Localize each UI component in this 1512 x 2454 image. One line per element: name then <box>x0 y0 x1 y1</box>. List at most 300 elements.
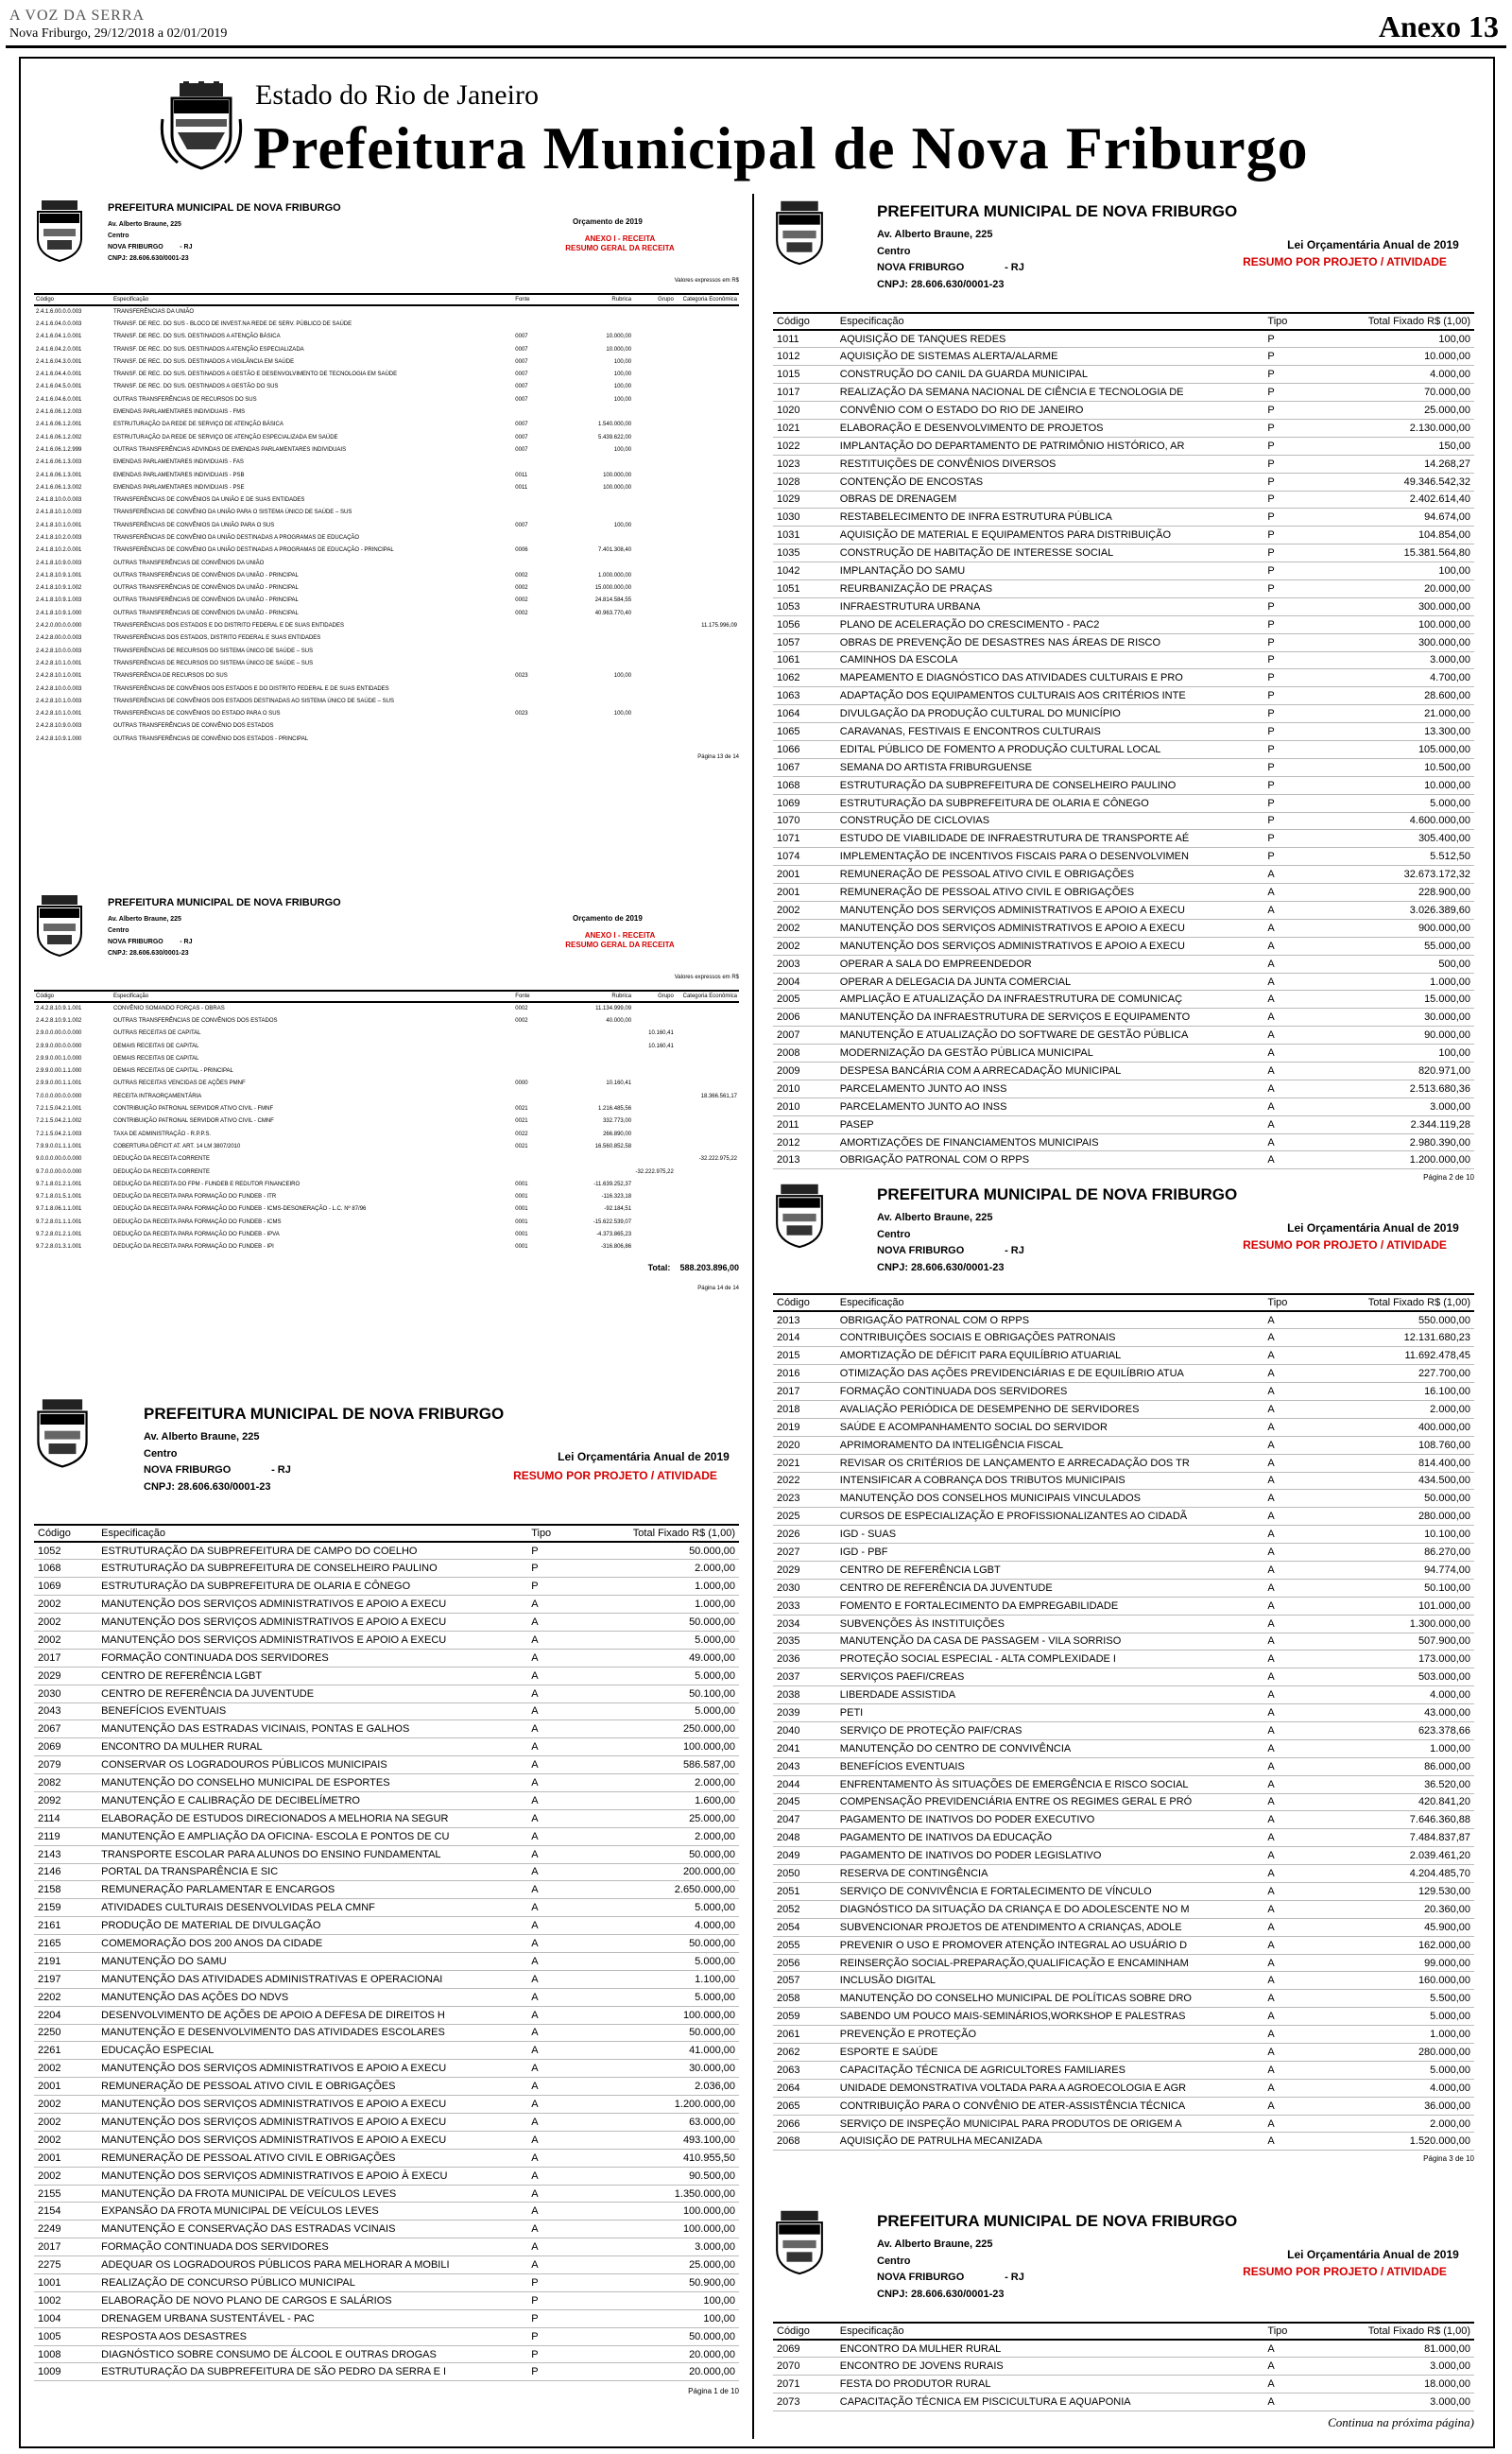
table-cell: 5.000,00 <box>695 1705 735 1718</box>
table-cell: 1067 <box>777 761 800 773</box>
table-cell: 814.400,00 <box>1418 1457 1470 1469</box>
table-cell <box>633 318 676 330</box>
table-row <box>34 2203 739 2221</box>
table-cell: P <box>1267 547 1275 560</box>
org-address: Av. Alberto Braune, 225 Centro NOVA FRIBURGO - RJ CNPJ: 28.606.630/0001-23 <box>877 2238 1024 2300</box>
table-cell: 9.7.0.0.00.0.0.000 <box>36 1168 82 1175</box>
table-row <box>34 1988 739 2006</box>
org-name: PREFEITURA MUNICIPAL DE NOVA FRIBURGO <box>877 1185 1238 1203</box>
table-cell: 1.216.485,56 <box>598 1106 632 1113</box>
table-cell: 2050 <box>777 1868 800 1880</box>
table-cell: A <box>1267 1868 1275 1880</box>
table-row <box>773 1045 1474 1063</box>
table-cell <box>563 1028 634 1040</box>
table-row <box>773 705 1474 723</box>
table-cell <box>633 1102 676 1115</box>
table-cell: 100,00 <box>703 2312 735 2324</box>
table-row <box>773 1579 1474 1597</box>
table-cell: 400.000,00 <box>1418 1421 1470 1433</box>
table-cell: INFRAESTRUTURA URBANA <box>839 600 981 613</box>
table-cell: IMPLANTAÇÃO DO DEPARTAMENTO DE PATRIMÔNIO HISTÓRICO, AR <box>839 440 1185 452</box>
project-sheet-page-4 <box>773 2208 1474 2430</box>
table-cell <box>513 531 562 544</box>
revenue-sheet-page-14 <box>34 893 739 1291</box>
table-cell: A <box>1267 1903 1275 1915</box>
table-cell: A <box>1267 1617 1275 1630</box>
table-cell: 7.401.308,40 <box>598 547 632 554</box>
table-cell <box>633 419 676 431</box>
table-cell: 2002 <box>777 940 800 952</box>
table-cell: A <box>1267 1439 1275 1451</box>
table-row <box>773 1063 1474 1080</box>
table-row <box>34 607 739 619</box>
column-header: Total Fixado R$ (1,00) <box>570 1525 739 1542</box>
table-cell: 1042 <box>777 565 800 578</box>
table-cell <box>676 720 739 733</box>
table-cell: 2.4.2.8.10.1.0.001 <box>36 711 82 717</box>
table-row <box>773 1829 1474 1847</box>
table-cell: 4.600.000,00 <box>1409 815 1470 827</box>
table-cell <box>513 1153 562 1166</box>
table-row <box>773 1990 1474 2008</box>
table-cell: A <box>531 1759 539 1771</box>
table-cell <box>676 305 739 318</box>
column-header: Especificação <box>112 294 513 305</box>
table-cell: 2063 <box>777 2064 800 2076</box>
table-cell: 410.955,50 <box>682 2152 735 2164</box>
table-row <box>773 402 1474 420</box>
table-cell: A <box>531 1973 539 1985</box>
table-cell: CONTRIBUIÇÃO PARA O CONVÊNIO DE ATER-ASSISTÊNCIA TÉCNICA <box>839 2100 1186 2112</box>
table-cell: 10.000,00 <box>606 346 632 353</box>
table-cell: 2.130.000,00 <box>1409 422 1470 434</box>
table-cell <box>633 431 676 443</box>
table-cell: TRANSFERÊNCIAS DOS ESTADOS, DISTRITO FEDERAL E SUAS ENTIDADES <box>113 635 321 642</box>
table-cell: 0007 <box>515 522 528 528</box>
table-cell <box>633 683 676 695</box>
table-cell <box>676 443 739 456</box>
table-cell: 100,00 <box>613 446 632 453</box>
table-cell: 5.000,00 <box>695 1669 735 1682</box>
column-header: Total Fixado R$ (1,00) <box>1306 2323 1474 2340</box>
table-cell: MANUTENÇÃO DO CONSELHO MUNICIPAL DE POLÍTICAS SOBRE DRO <box>839 1993 1192 2005</box>
table-cell: 2047 <box>777 1814 800 1826</box>
page-footer: Página 14 de 14 <box>697 1285 739 1291</box>
table-cell: 2017 <box>38 1651 61 1664</box>
table-cell: P <box>1267 654 1275 666</box>
table-cell: 86.270,00 <box>1424 1547 1470 1559</box>
table-cell <box>513 457 562 469</box>
table-cell <box>676 1190 739 1202</box>
table-cell: OUTRAS TRANSFERÊNCIAS DE CONVÊNIO DOS ESTADOS - PRINCIPAL <box>113 735 309 742</box>
table-cell: FORMAÇÃO CONTINUADA DOS SERVIDORES <box>101 1651 329 1664</box>
table-cell: A <box>1267 1778 1275 1790</box>
table-row <box>34 355 739 368</box>
table-cell <box>633 507 676 519</box>
table-cell: 2.4.1.6.06.1.2.003 <box>36 409 82 416</box>
table-cell <box>633 355 676 368</box>
table-cell: A <box>531 2223 539 2236</box>
table-row <box>34 381 739 393</box>
table-cell: 2204 <box>38 2009 61 2021</box>
table-cell: 1061 <box>777 654 800 666</box>
table-cell: TRANSFERÊNCIAS DOS ESTADOS E DO DISTRITO FEDERAL E DE SUAS ENTIDADES <box>113 623 344 630</box>
table-cell: A <box>1267 1796 1275 1808</box>
table-cell: 1004 <box>38 2312 61 2324</box>
table-cell <box>633 733 676 745</box>
table-cell: A <box>1267 1975 1275 1987</box>
table-row <box>34 393 739 406</box>
table-cell: P <box>1267 387 1275 399</box>
table-cell: A <box>1267 1118 1275 1131</box>
table-cell: P <box>1267 833 1275 845</box>
table-row <box>34 2309 739 2327</box>
table-cell: MANUTENÇÃO E AMPLIAÇÃO DA OFICINA- ESCOLA E PONTOS DE CU <box>101 1830 450 1842</box>
table-cell: 150,00 <box>1438 440 1470 452</box>
table-cell: 55.000,00 <box>1424 940 1470 952</box>
table-cell: 2.4.1.8.10.9.0.003 <box>36 560 82 566</box>
table-cell: 2.4.1.8.10.1.0.003 <box>36 510 82 516</box>
table-row <box>34 406 739 418</box>
table-row <box>773 1615 1474 1633</box>
table-cell: 25.000,00 <box>689 2259 735 2272</box>
table-cell: 227.700,00 <box>1418 1368 1470 1380</box>
table-row <box>34 2114 739 2132</box>
table-cell: A <box>1267 2396 1275 2409</box>
table-cell: 2034 <box>777 1617 800 1630</box>
table-cell: 1017 <box>777 387 800 399</box>
table-cell: A <box>1267 2117 1275 2130</box>
table-row <box>773 1526 1474 1544</box>
table-cell: 104.854,00 <box>1418 529 1470 542</box>
org-address: Av. Alberto Braune, 225 Centro NOVA FRIBURGO - RJ CNPJ: 28.606.630/0001-23 <box>877 1212 1024 1273</box>
table-cell <box>633 1228 676 1240</box>
table-cell: A <box>1267 1457 1275 1469</box>
table-cell: 1012 <box>777 351 800 363</box>
table-cell: 100,00 <box>703 2294 735 2307</box>
table-cell <box>513 645 562 657</box>
table-cell <box>633 331 676 343</box>
table-cell: 2261 <box>38 2045 61 2057</box>
table-cell: DEDUÇÃO DA RECEITA PARA FORMAÇÃO DO FUNDEB - ITR <box>113 1194 277 1201</box>
table-cell: DEMAIS RECEITAS DE CAPITAL - PRINCIPAL <box>113 1068 233 1075</box>
table-row <box>34 318 739 330</box>
table-cell: TRANSFERÊNCIAS DE RECURSOS DO SISTEMA ÚNICO DE SAÚDE – SUS <box>113 660 314 666</box>
table-cell: TRANSFERÊNCIAS DE CONVÊNIOS DOS ESTADOS DESTINADAS AO SISTEMA ÚNICO DE SAÚDE – SUS <box>113 698 394 704</box>
table-cell <box>633 457 676 469</box>
table-cell: P <box>1267 493 1275 506</box>
table-row <box>34 1090 739 1102</box>
table-cell: ESTRUTURAÇÃO DA SUBPREFEITURA DE CONSELHEIRO PAULINO <box>839 779 1177 791</box>
table-cell: 2043 <box>38 1705 61 1718</box>
table-row <box>34 2345 739 2363</box>
table-cell: 5.512,50 <box>1430 851 1470 863</box>
table-cell: 1.350.000,00 <box>674 2187 735 2200</box>
table-cell: P <box>1267 779 1275 791</box>
table-row <box>773 955 1474 973</box>
table-cell: 2027 <box>777 1547 800 1559</box>
table-cell: 200.000,00 <box>682 1866 735 1878</box>
table-cell: -92.184,51 <box>604 1206 632 1213</box>
table-cell: 1021 <box>777 422 800 434</box>
table-cell <box>633 708 676 720</box>
table-row <box>34 1596 739 1614</box>
budget-law: Lei Orçamentária Anual de 2019 <box>1287 238 1459 251</box>
table-row <box>34 2060 739 2078</box>
table-cell <box>676 493 739 506</box>
table-row <box>34 2096 739 2114</box>
table-cell: OPERAR A SALA DO EMPREENDEDOR <box>839 958 1032 970</box>
table-cell: MAPEAMENTO E DIAGNÓSTICO DAS ATIVIDADES CULTURAIS E PRO <box>839 672 1183 684</box>
table-header-row <box>34 294 739 305</box>
table-cell: 1.300.000,00 <box>1409 1617 1470 1630</box>
table-row <box>773 2061 1474 2079</box>
table-cell: 1.600,00 <box>695 1794 735 1806</box>
table-cell: OUTRAS TRANSFERÊNCIAS DE CONVÊNIOS DA UNIÃO - PRINCIPAL <box>113 572 299 579</box>
table-cell: 0023 <box>515 711 528 717</box>
table-cell: 15.000.000,00 <box>594 585 632 592</box>
table-cell: A <box>1267 1564 1275 1576</box>
table-row <box>773 1311 1474 1329</box>
table-row <box>34 2006 739 2024</box>
table-row <box>34 1774 739 1792</box>
table-cell: 1053 <box>777 600 800 613</box>
table-cell <box>633 1064 676 1077</box>
revenue-sheet-page-13 <box>34 199 739 760</box>
revenue-table <box>34 990 739 1253</box>
table-cell: TRANSF. DE REC. DO SUS. DESTINADOS A GESTÃO DO SUS <box>113 384 279 390</box>
table-cell: TRANSFERÊNCIAS DE CONVÊNIOS DOS ESTADOS E DO DISTRITO FEDERAL E DE SUAS ENTIDADES <box>113 685 389 692</box>
table-cell: 4.204.485,70 <box>1409 1868 1470 1880</box>
table-row <box>34 1203 739 1216</box>
table-cell <box>633 443 676 456</box>
table-cell: 2003 <box>777 958 800 970</box>
table-row <box>773 2394 1474 2411</box>
table-cell: MANUTENÇÃO DOS SERVIÇOS ADMINISTRATIVOS E APOIO A EXECU <box>101 1599 447 1611</box>
table-cell: 30.000,00 <box>689 2063 735 2075</box>
table-cell: P <box>1267 815 1275 827</box>
revenue-total: Total: 588.203.896,00 <box>647 1262 739 1272</box>
table-cell: 0021 <box>515 1143 528 1149</box>
continued-note: Continua na próxima página) <box>1328 2415 1474 2430</box>
table-cell: 2023 <box>777 1493 800 1505</box>
table-cell: DESENVOLVIMENTO DE AÇÕES DE APOIO A DEFESA DE DIREITOS H <box>101 2009 445 2021</box>
table-cell <box>633 1216 676 1228</box>
table-cell: 4.000,00 <box>1430 369 1470 381</box>
table-cell: 100,00 <box>613 522 632 528</box>
table-cell: 0002 <box>515 597 528 604</box>
table-header-row <box>773 2323 1474 2340</box>
table-cell: OUTRAS TRANSFERÊNCIAS DE CONVÊNIOS DOS ESTADOS <box>113 1017 278 1024</box>
table-cell: OPERAR A DELEGACIA DA JUNTA COMERCIAL <box>839 976 1072 988</box>
table-cell: 1.000,00 <box>1430 976 1470 988</box>
table-cell: EMENDAS PARLAMENTARES INDIVIDUAIS - FMS <box>113 409 246 416</box>
table-cell: PORTAL DA TRANSPARÊNCIA E SIC <box>101 1866 279 1878</box>
table-cell: 5.000,00 <box>695 1902 735 1914</box>
table-cell: A <box>531 1830 539 1842</box>
table-cell: OUTRAS RECEITAS DE CAPITAL <box>113 1030 201 1037</box>
table-cell: 2061 <box>777 2029 800 2041</box>
table-cell: 1.200.000,00 <box>674 2099 735 2111</box>
table-row <box>773 509 1474 527</box>
table-cell <box>676 1115 739 1128</box>
table-cell: 101.000,00 <box>1418 1599 1470 1612</box>
table-cell <box>633 343 676 355</box>
table-cell: P <box>1267 708 1275 720</box>
table-cell: OUTRAS TRANSFERÊNCIAS DE CONVÊNIO DOS ESTADOS <box>113 723 274 730</box>
table-cell: 3.026.389,60 <box>1409 904 1470 916</box>
table-row <box>773 1721 1474 1739</box>
table-cell <box>633 607 676 619</box>
table-cell: TRANSF. DE REC. DO SUS - BLOCO DE INVEST.NA REDE DE SERV. PÚBLICO DE SAÚDE <box>113 320 352 327</box>
table-cell: 49.346.542,32 <box>1403 475 1470 488</box>
table-cell: CAPACITAÇÃO TÉCNICA EM PISCICULTURA E AQUAPONIA <box>839 2396 1131 2409</box>
table-cell <box>676 645 739 657</box>
table-cell: 1074 <box>777 851 800 863</box>
table-row <box>773 1080 1474 1097</box>
table-cell: A <box>1267 1581 1275 1594</box>
table-cell <box>676 1241 739 1253</box>
table-cell: REMUNERAÇÃO DE PESSOAL ATIVO CIVIL E OBRIGAÇÕES <box>101 2081 396 2093</box>
table-cell: 2030 <box>38 1687 61 1700</box>
table-cell: A <box>531 1599 539 1611</box>
table-cell: 1068 <box>38 1563 61 1575</box>
table-cell: 2006 <box>777 1011 800 1024</box>
table-cell: 2001 <box>777 887 800 899</box>
table-row <box>773 597 1474 615</box>
table-cell <box>633 544 676 557</box>
table-cell: 162.000,00 <box>1418 1939 1470 1951</box>
table-cell <box>513 1166 562 1178</box>
table-row <box>34 519 739 531</box>
table-cell: A <box>531 1991 539 2003</box>
table-row <box>34 1935 739 1953</box>
table-cell: 2.4.1.8.10.9.1.001 <box>36 572 82 579</box>
table-cell: 100,00 <box>1438 565 1470 578</box>
table-cell: 108.760,00 <box>1418 1439 1470 1451</box>
table-cell: 18.000,00 <box>1424 2378 1470 2391</box>
table-cell: RECEITA INTRAORÇAMENTÁRIA <box>113 1093 202 1099</box>
table-cell: IMPLEMENTAÇÃO DE INCENTIVOS FISCAIS PARA O DESENVOLVIMEN <box>839 851 1189 863</box>
table-cell: 1.000,00 <box>1430 1742 1470 1754</box>
table-row <box>773 1650 1474 1668</box>
table-cell: OBRIGAÇÃO PATRONAL COM O RPPS <box>839 1314 1030 1326</box>
table-row <box>34 1241 739 1253</box>
table-row <box>34 708 739 720</box>
table-cell: 1030 <box>777 511 800 524</box>
table-cell: CENTRO DE REFERÊNCIA DA JUVENTUDE <box>101 1687 315 1700</box>
table-cell <box>676 419 739 431</box>
table-cell: DEDUÇÃO DA RECEITA PARA FORMAÇÃO DO FUNDEB - ICMS <box>113 1218 282 1225</box>
table-cell: 1.000,00 <box>695 1581 735 1593</box>
revenue-table <box>34 293 739 745</box>
table-cell: 7.2.1.5.04.2.1.003 <box>36 1131 82 1137</box>
table-cell: 1065 <box>777 726 800 738</box>
table-cell: 2066 <box>777 2117 800 2130</box>
table-cell: A <box>1267 1724 1275 1737</box>
municipal-crest-icon <box>773 2210 826 2276</box>
table-cell: 1011 <box>777 333 799 345</box>
table-row <box>34 1685 739 1702</box>
table-cell: 2068 <box>777 2135 800 2148</box>
table-cell: EMENDAS PARLAMENTARES INDIVIDUAIS - FAS <box>113 459 244 466</box>
table-cell: 50.000,00 <box>689 1545 735 1557</box>
table-cell <box>513 695 562 707</box>
table-cell <box>676 1178 739 1190</box>
table-cell: A <box>1267 1832 1275 1844</box>
table-cell: 1009 <box>38 2366 61 2378</box>
table-cell <box>563 720 634 733</box>
table-cell: 2051 <box>777 1885 800 1897</box>
table-cell: PLANO DE ACELERAÇÃO DO CRESCIMENTO - PAC2 <box>839 618 1100 631</box>
table-cell: 49.000,00 <box>689 1651 735 1664</box>
table-cell <box>676 657 739 669</box>
table-row <box>34 1702 739 1720</box>
table-cell: RESPOSTA AOS DESASTRES <box>101 2330 247 2342</box>
table-cell: 86.000,00 <box>1424 1760 1470 1772</box>
table-cell <box>676 1140 739 1152</box>
table-cell: CONSTRUÇÃO DO CANIL DA GUARDA MUNICIPAL <box>839 369 1088 381</box>
table-cell: 503.000,00 <box>1418 1671 1470 1684</box>
table-cell <box>633 557 676 569</box>
page-footer: Página 1 de 10 <box>688 2387 739 2396</box>
table-row <box>34 2363 739 2381</box>
table-row <box>773 348 1474 366</box>
edition-date: Nova Friburgo, 29/12/2018 a 02/01/2019 <box>9 26 228 41</box>
table-row <box>773 1436 1474 1454</box>
table-cell: A <box>1267 1368 1275 1380</box>
table-cell: 250.000,00 <box>682 1723 735 1736</box>
table-row <box>773 1793 1474 1811</box>
table-cell: BENEFÍCIOS EVENTUAIS <box>839 1760 965 1772</box>
table-cell <box>633 1014 676 1027</box>
table-cell <box>563 657 634 669</box>
table-cell: P <box>531 2294 539 2307</box>
table-cell: 2250 <box>38 2027 61 2039</box>
table-cell: 2.4.1.6.04.3.0.001 <box>36 358 82 365</box>
table-cell: A <box>531 1902 539 1914</box>
table-cell: DEDUÇÃO DA RECEITA PARA FORMAÇÃO DO FUNDEB - IPVA <box>113 1231 280 1237</box>
table-cell <box>676 469 739 481</box>
table-cell: OUTRAS TRANSFERÊNCIAS DE CONVÊNIOS DA UNIÃO - PRINCIPAL <box>113 585 299 592</box>
table-cell <box>676 318 739 330</box>
table-cell: 7.2.1.5.04.2.1.002 <box>36 1118 82 1125</box>
table-cell: 9.7.1.8.06.1.1.001 <box>36 1206 82 1213</box>
table-cell: CURSOS DE ESPECIALIZAÇÃO E PROFISSIONALIZANTES AO CIDADÃ <box>839 1511 1188 1523</box>
table-cell: 1051 <box>777 582 800 595</box>
table-row <box>34 1756 739 1774</box>
table-cell: BENEFÍCIOS EVENTUAIS <box>101 1705 227 1718</box>
table-cell <box>633 1241 676 1253</box>
table-cell: -32.222.975,22 <box>698 1156 737 1163</box>
table-cell: 2.9.9.0.00.1.1.001 <box>36 1080 82 1087</box>
table-cell: 100,00 <box>613 711 632 717</box>
table-cell: A <box>1267 1475 1275 1487</box>
table-cell <box>633 305 676 318</box>
table-row <box>34 1014 739 1027</box>
table-cell: 81.000,00 <box>1424 2342 1470 2355</box>
table-cell: 2.9.9.0.00.0.0.000 <box>36 1043 82 1049</box>
table-cell: 5.000,00 <box>695 1633 735 1646</box>
table-cell <box>513 318 562 330</box>
table-cell: A <box>1267 1082 1275 1095</box>
table-cell: A <box>1267 2046 1275 2058</box>
table-cell: MANUTENÇÃO DOS CONSELHOS MUNICIPAIS VINCULADOS <box>839 1493 1141 1505</box>
table-cell: A <box>531 2187 539 2200</box>
table-cell: 5.000,00 <box>1430 2064 1470 2076</box>
table-cell <box>676 733 739 745</box>
table-cell: 0021 <box>515 1106 528 1113</box>
